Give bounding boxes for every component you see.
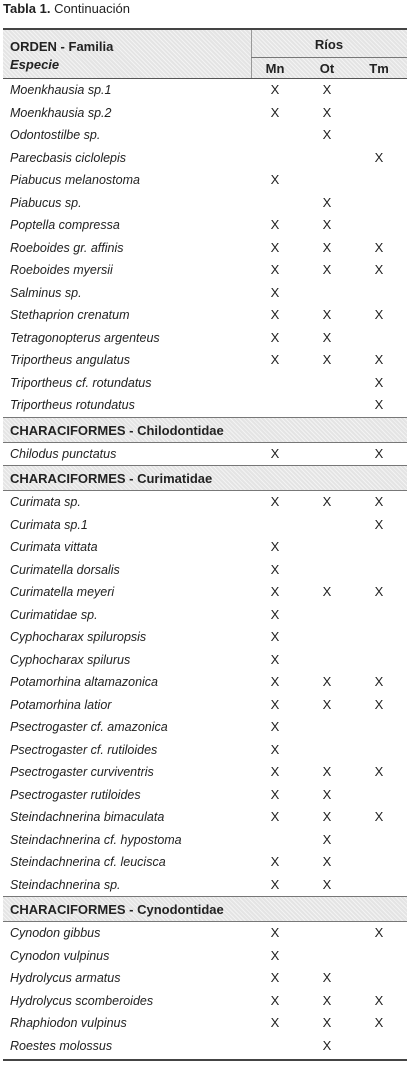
presence-mark-mn: X <box>270 82 280 97</box>
table-row <box>3 806 407 829</box>
table-row <box>3 282 407 305</box>
presence-mark-ot: X <box>322 307 332 322</box>
header-col-tm: Tm <box>369 61 389 76</box>
presence-mark-mn: X <box>270 329 280 345</box>
table-row <box>3 443 407 466</box>
species-name: Steindachnerina sp. <box>10 877 121 892</box>
header-rios-underline <box>251 57 407 58</box>
species-name: Chilodus punctatus <box>10 446 117 461</box>
header-col-ot: Ot <box>319 61 335 76</box>
presence-mark-mn: X <box>270 674 280 689</box>
header-orden-familia: ORDEN - Familia <box>10 39 114 54</box>
table-row <box>3 349 407 372</box>
presence-mark-ot: X <box>322 329 332 345</box>
species-name: Roeboides gr. affinis <box>10 240 124 255</box>
species-name: Curimata sp.1 <box>10 517 88 532</box>
table-row <box>3 192 407 215</box>
species-name: Steindachnerina cf. leucisca <box>10 855 166 869</box>
species-name: Psectrogaster cf. rutiloides <box>10 742 158 757</box>
presence-mark-tm: X <box>374 764 384 779</box>
table-row <box>3 716 407 739</box>
presence-mark-mn: X <box>270 539 280 554</box>
presence-mark-tm: X <box>374 307 384 322</box>
presence-mark-mn: X <box>270 262 280 277</box>
table-row <box>3 967 407 990</box>
presence-mark-mn: X <box>270 809 280 824</box>
species-name: Piabucus sp. <box>10 195 82 210</box>
table-row <box>3 761 407 784</box>
species-name: Cyphocharax spilurus <box>10 652 131 667</box>
table-row <box>3 649 407 672</box>
presence-mark-mn: X <box>270 629 280 644</box>
presence-mark-mn: X <box>270 352 280 367</box>
table-body <box>3 79 407 1057</box>
table-row <box>3 394 407 417</box>
presence-mark-tm: X <box>374 445 384 461</box>
species-name: Roestes molossus <box>10 1038 113 1053</box>
species-name: Psectrogaster curviventris <box>10 765 154 779</box>
presence-mark-ot: X <box>322 970 332 985</box>
presence-mark-mn: X <box>270 970 280 985</box>
family-row <box>3 896 407 922</box>
table-row <box>3 1035 407 1058</box>
presence-mark-mn: X <box>270 307 280 322</box>
table-row <box>3 945 407 968</box>
species-name: Triportheus rotundatus <box>10 398 135 412</box>
presence-mark-mn: X <box>270 217 280 232</box>
presence-mark-tm: X <box>374 494 384 509</box>
table-header <box>3 30 407 79</box>
presence-mark-tm: X <box>374 352 384 367</box>
presence-mark-tm: X <box>374 262 384 277</box>
table-row <box>3 327 407 350</box>
presence-mark-mn: X <box>270 445 280 461</box>
presence-mark-mn: X <box>270 651 280 667</box>
header-col-mn: Mn <box>265 61 285 76</box>
species-name: Potamorhina altamazonica <box>10 675 158 689</box>
table-row <box>3 536 407 559</box>
presence-mark-mn: X <box>270 104 280 120</box>
species-name: Tetragonopterus argenteus <box>10 330 160 345</box>
table-row <box>3 102 407 125</box>
table-row <box>3 372 407 395</box>
presence-mark-tm: X <box>374 374 384 390</box>
presence-mark-mn: X <box>270 1015 280 1030</box>
presence-mark-tm: X <box>374 925 384 940</box>
species-name: Cynodon gibbus <box>10 926 101 940</box>
presence-mark-tm: X <box>374 992 384 1008</box>
table-row <box>3 990 407 1013</box>
presence-mark-ot: X <box>322 584 332 599</box>
table-row <box>3 851 407 874</box>
table-row <box>3 604 407 627</box>
presence-mark-ot: X <box>322 992 332 1008</box>
presence-mark-ot: X <box>322 127 332 142</box>
presence-mark-mn: X <box>270 719 280 734</box>
presence-mark-tm: X <box>374 516 384 532</box>
presence-mark-mn: X <box>270 854 280 869</box>
table-row <box>3 1012 407 1035</box>
species-name: Roeboides myersii <box>10 263 113 277</box>
species-name: Potamorhina latior <box>10 697 112 712</box>
presence-mark-mn: X <box>270 741 280 757</box>
species-name: Poptella compressa <box>10 218 120 232</box>
presence-mark-mn: X <box>270 561 280 577</box>
table-row <box>3 671 407 694</box>
presence-mark-mn: X <box>270 494 280 509</box>
presence-mark-ot: X <box>322 696 332 712</box>
species-name: Moenkhausia sp.1 <box>10 83 112 97</box>
header-especie: Especie <box>10 57 60 72</box>
presence-mark-tm: X <box>374 584 384 599</box>
table-row <box>3 581 407 604</box>
table-row <box>3 559 407 582</box>
table-row <box>3 169 407 192</box>
table-bottom-rule <box>3 1059 407 1061</box>
presence-mark-ot: X <box>322 786 332 802</box>
table-row <box>3 237 407 260</box>
species-name: Curimatella meyeri <box>10 585 115 599</box>
presence-mark-tm: X <box>374 674 384 689</box>
caption-text: Continuación <box>50 1 130 16</box>
table-row <box>3 124 407 147</box>
presence-mark-tm: X <box>374 239 384 255</box>
table-row <box>3 874 407 897</box>
table-row <box>3 694 407 717</box>
species-name: Parecbasis ciclolepis <box>10 150 127 165</box>
species-name: Odontostilbe sp. <box>10 128 101 142</box>
presence-mark-mn: X <box>270 239 280 255</box>
species-name: Hydrolycus scomberoides <box>10 993 154 1008</box>
species-name: Rhaphiodon vulpinus <box>10 1016 127 1030</box>
species-name: Psectrogaster rutiloides <box>10 787 141 802</box>
presence-mark-ot: X <box>322 674 332 689</box>
presence-mark-mn: X <box>270 764 280 779</box>
table-row <box>3 739 407 762</box>
presence-mark-ot: X <box>322 352 332 367</box>
header-rios: Ríos <box>314 37 344 52</box>
species-name: Hydrolycus armatus <box>10 971 121 985</box>
family-label: CHARACIFORMES - Curimatidae <box>10 471 213 486</box>
presence-mark-ot: X <box>322 262 332 277</box>
presence-mark-tm: X <box>374 149 384 165</box>
presence-mark-ot: X <box>322 1015 332 1030</box>
table-row <box>3 626 407 649</box>
presence-mark-mn: X <box>270 172 280 187</box>
presence-mark-mn: X <box>270 284 280 300</box>
family-row <box>3 465 407 491</box>
species-name: Moenkhausia sp.2 <box>10 105 112 120</box>
presence-mark-mn: X <box>270 606 280 622</box>
presence-mark-mn: X <box>270 925 280 940</box>
presence-mark-ot: X <box>322 1037 332 1053</box>
species-name: Triportheus cf. rotundatus <box>10 375 152 390</box>
presence-mark-tm: X <box>374 397 384 412</box>
presence-mark-ot: X <box>322 809 332 824</box>
species-name: Steindachnerina bimaculata <box>10 810 165 824</box>
presence-mark-mn: X <box>270 947 280 963</box>
presence-mark-mn: X <box>270 786 280 802</box>
presence-mark-ot: X <box>322 854 332 869</box>
table-caption <box>3 1 130 16</box>
presence-mark-ot: X <box>322 831 332 847</box>
presence-mark-ot: X <box>322 194 332 210</box>
species-name: Stethaprion crenatum <box>10 308 130 322</box>
presence-mark-ot: X <box>322 217 332 232</box>
presence-mark-mn: X <box>270 584 280 599</box>
family-row <box>3 417 407 443</box>
presence-mark-ot: X <box>322 104 332 120</box>
family-label: CHARACIFORMES - Cynodontidae <box>10 902 224 917</box>
species-name: Steindachnerina cf. hypostoma <box>10 832 182 847</box>
species-name: Curimata sp. <box>10 495 81 509</box>
presence-mark-tm: X <box>374 809 384 824</box>
presence-mark-mn: X <box>270 876 280 892</box>
species-name: Cynodon vulpinus <box>10 948 110 963</box>
species-table <box>3 28 407 1061</box>
species-name: Triportheus angulatus <box>10 353 130 367</box>
species-name: Curimata vittata <box>10 540 98 554</box>
table-row <box>3 922 407 945</box>
species-name: Piabucus melanostoma <box>10 173 140 187</box>
presence-mark-ot: X <box>322 239 332 255</box>
species-name: Psectrogaster cf. amazonica <box>10 720 168 734</box>
species-name: Cyphocharax spiluropsis <box>10 630 147 644</box>
presence-mark-ot: X <box>322 876 332 892</box>
table-row <box>3 514 407 537</box>
caption-label: Tabla 1. <box>3 1 51 16</box>
species-name: Salminus sp. <box>10 285 82 300</box>
presence-mark-ot: X <box>322 494 332 509</box>
table-row <box>3 491 407 514</box>
table-row <box>3 304 407 327</box>
table-row <box>3 259 407 282</box>
table-row <box>3 784 407 807</box>
species-name: Curimatella dorsalis <box>10 562 120 577</box>
table-row <box>3 214 407 237</box>
presence-mark-tm: X <box>374 1015 384 1030</box>
presence-mark-ot: X <box>322 764 332 779</box>
table-row <box>3 79 407 102</box>
table-row <box>3 147 407 170</box>
presence-mark-ot: X <box>322 82 332 97</box>
presence-mark-tm: X <box>374 696 384 712</box>
presence-mark-mn: X <box>270 992 280 1008</box>
family-label: CHARACIFORMES - Chilodontidae <box>10 422 224 438</box>
species-name: Curimatidae sp. <box>10 607 98 622</box>
table-row <box>3 829 407 852</box>
presence-mark-mn: X <box>270 696 280 712</box>
